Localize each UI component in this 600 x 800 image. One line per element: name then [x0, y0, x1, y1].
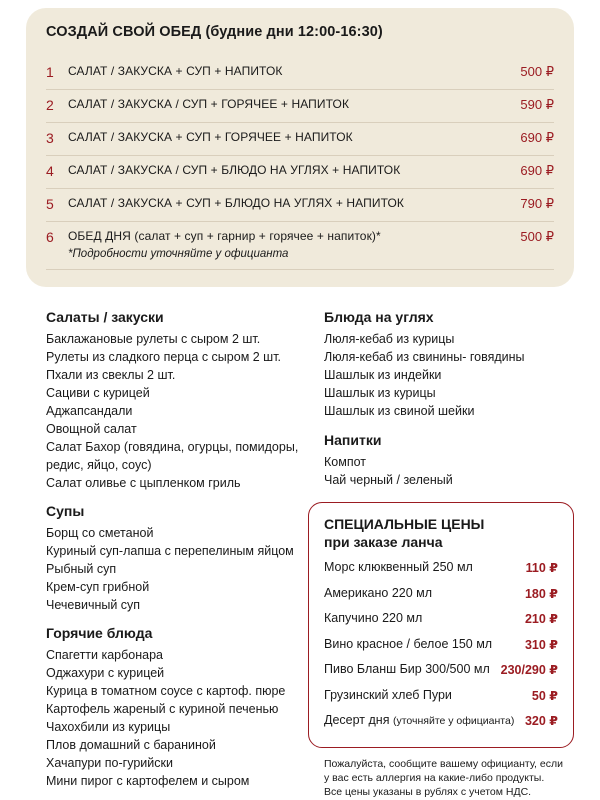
section-title-salads: Салаты / закуски — [46, 309, 164, 325]
special-item-name — [324, 713, 514, 727]
menu-item: Шашлык из курицы — [324, 386, 436, 400]
combo-row — [46, 56, 554, 90]
special-item-price: 50 ₽ — [531, 689, 558, 703]
combo-number: 6 — [46, 229, 54, 245]
menu-item: Сациви с курицей — [46, 386, 150, 400]
special-title: СПЕЦИАЛЬНЫЕ ЦЕНЫ — [324, 516, 485, 532]
special-item-price: 110 ₽ — [525, 561, 558, 575]
menu-item: Картофель жареный с куриной печенью — [46, 702, 279, 716]
section-title-soups: Супы — [46, 503, 85, 519]
special-subtitle: при заказе ланча — [324, 534, 443, 550]
special-item-name: Капучино 220 мл — [324, 611, 423, 625]
menu-item: Рыбный суп — [46, 562, 117, 576]
special-item-name: Американо 220 мл — [324, 586, 433, 600]
combo-text: САЛАТ / ЗАКУСКА + СУП + БЛЮДО НА УГЛЯХ + НАПИТОК — [68, 196, 404, 210]
menu-item: Плов домашний с бараниной — [46, 738, 216, 752]
menu-item: Спагетти карбонара — [46, 648, 163, 662]
menu-item: Куриный суп-лапша с перепелиным яйцом — [46, 544, 294, 558]
special-item-price: 230/290 ₽ — [500, 663, 558, 677]
special-item-name: Морс клюквенный 250 мл — [324, 560, 473, 574]
combo-price: 500 ₽ — [520, 229, 554, 244]
menu-item: Чечевичный суп — [46, 598, 141, 612]
special-item-name-main: Десерт дня — [324, 713, 390, 727]
menu-item: Курица в томатном соусе с картоф. пюре — [46, 684, 286, 698]
combo-text: ОБЕД ДНЯ (салат + суп + гарнир + горячее + напиток)* — [68, 229, 381, 243]
special-row — [324, 688, 558, 706]
combo-price: 790 ₽ — [520, 196, 554, 211]
combo-row — [46, 155, 554, 189]
combo-number: 1 — [46, 64, 54, 80]
special-item-price: 310 ₽ — [524, 638, 558, 652]
menu-item: Аджапсандали — [46, 404, 133, 418]
menu-item: Хачапури по-гурийски — [46, 756, 173, 770]
combo-title: СОЗДАЙ СВОЙ ОБЕД (будние дни 12:00-16:30) — [46, 24, 383, 40]
special-item-name: Грузинский хлеб Пури — [324, 688, 452, 702]
menu-item: Оджахури с курицей — [46, 666, 165, 680]
combo-row — [46, 188, 554, 222]
section-title-grill: Блюда на углях — [324, 309, 434, 325]
menu-item: Борщ со сметаной — [46, 526, 154, 540]
combo-price: 500 ₽ — [520, 64, 554, 79]
special-row — [324, 611, 558, 629]
menu-item: Салат Бахор (говядина, огурцы, помидоры, — [46, 440, 299, 454]
menu-item: Баклажановые рулеты с сыром 2 шт. — [46, 332, 261, 346]
combo-note: *Подробности уточняйте у официанта — [68, 248, 289, 260]
section-title-hot: Горячие блюда — [46, 625, 153, 641]
combo-number: 4 — [46, 163, 54, 179]
combo-number: 3 — [46, 130, 54, 146]
menu-item: Чахохбили из курицы — [46, 720, 171, 734]
combo-number: 2 — [46, 97, 54, 113]
menu-item: Люля-кебаб из курицы — [324, 332, 455, 346]
menu-item: Мини пирог с картофелем и сыром — [46, 774, 250, 788]
special-item-price: 320 ₽ — [524, 714, 558, 728]
menu-item: Пхали из свеклы 2 шт. — [46, 368, 176, 382]
special-item-name: Пиво Бланш Бир 300/500 мл — [324, 662, 490, 676]
special-row — [324, 560, 558, 578]
combo-text: САЛАТ / ЗАКУСКА / СУП + ГОРЯЧЕЕ + НАПИТОК — [68, 97, 350, 111]
combo-price: 690 ₽ — [520, 130, 554, 145]
special-row — [324, 662, 558, 680]
special-item-price: 210 ₽ — [524, 612, 558, 626]
menu-item: Крем-суп грибной — [46, 580, 150, 594]
menu-item: Шашлык из индейки — [324, 368, 442, 382]
footer-line: Пожалуйста, сообщите вашему официанту, если — [324, 758, 563, 770]
menu-item: Рулеты из сладкого перца с сыром 2 шт. — [46, 350, 282, 364]
menu-item: редис, яйцо, соус) — [46, 458, 152, 472]
footer-line: Все цены указаны в рублях с учетом НДС. — [324, 786, 532, 798]
special-row — [324, 637, 558, 655]
menu-item: Компот — [324, 455, 366, 469]
combo-row — [46, 122, 554, 156]
combo-text: САЛАТ / ЗАКУСКА + СУП + НАПИТОК — [68, 64, 283, 78]
combo-text: САЛАТ / ЗАКУСКА + СУП + ГОРЯЧЕЕ + НАПИТОК — [68, 130, 353, 144]
special-item-name: Вино красное / белое 150 мл — [324, 637, 493, 651]
combo-text: САЛАТ / ЗАКУСКА / СУП + БЛЮДО НА УГЛЯХ + НАПИТОК — [68, 163, 401, 177]
combo-price: 690 ₽ — [520, 163, 554, 178]
special-item-price: 180 ₽ — [524, 587, 558, 601]
menu-item: Шашлык из свиной шейки — [324, 404, 475, 418]
footer-line: у вас есть аллергия на какие-либо продукты. — [324, 772, 545, 784]
menu-item: Чай черный / зеленый — [324, 473, 453, 487]
menu-item: Люля-кебаб из свинины- говядины — [324, 350, 525, 364]
menu-item: Салат оливье с цыпленком гриль — [46, 476, 241, 490]
combo-row — [46, 89, 554, 123]
combo-number: 5 — [46, 196, 54, 212]
special-row — [324, 586, 558, 604]
combo-price: 590 ₽ — [520, 97, 554, 112]
menu-item: Овощной салат — [46, 422, 137, 436]
section-title-drinks: Напитки — [324, 432, 382, 448]
special-row — [324, 713, 558, 731]
combo-row — [46, 221, 554, 270]
special-item-note: (уточняйте у официанта) — [392, 715, 515, 727]
